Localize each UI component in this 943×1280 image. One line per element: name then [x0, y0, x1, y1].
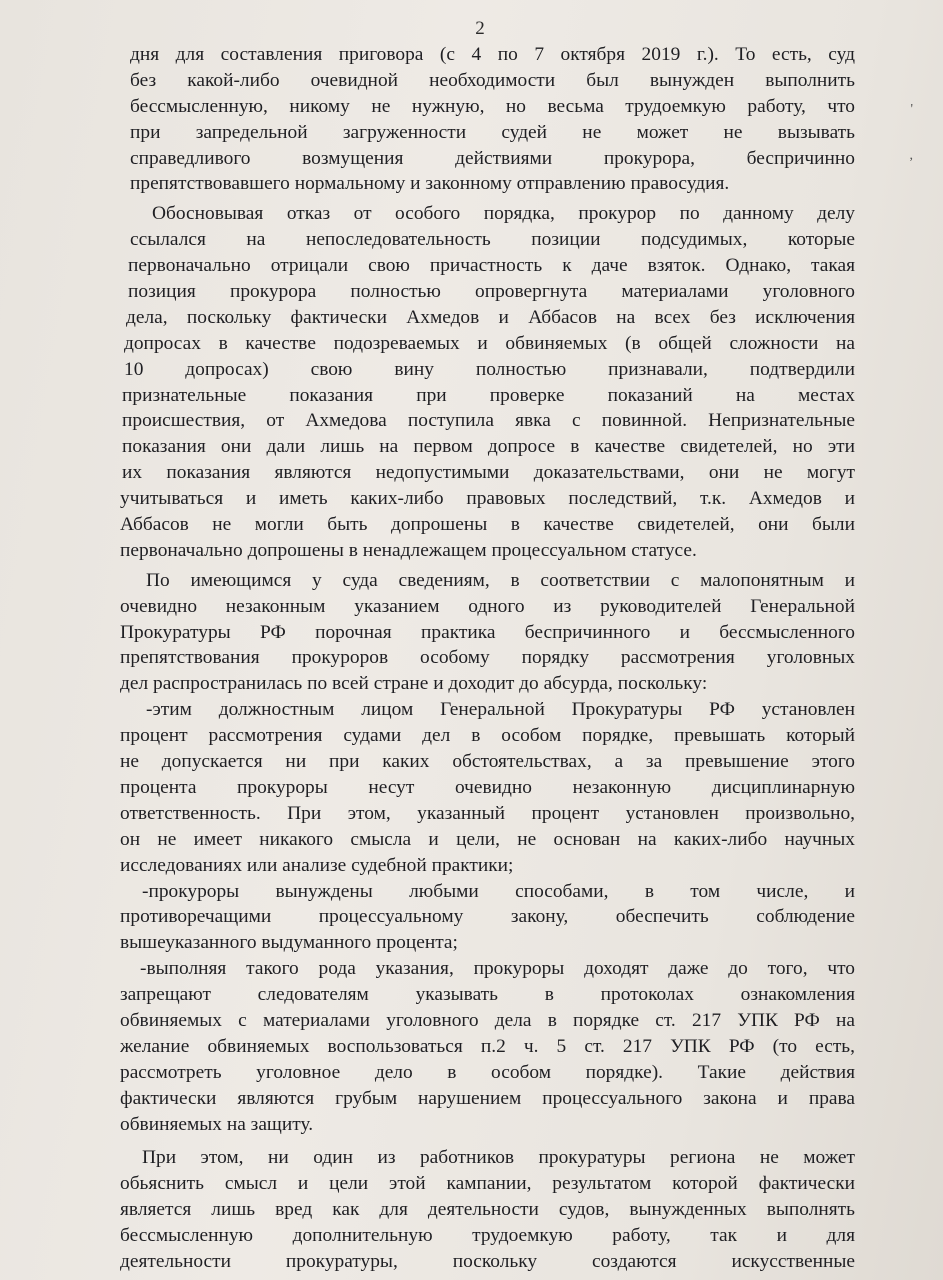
text-line: признательные показания при проверке показаний на местах: [122, 384, 855, 406]
text-line: дня для составления приговора (с 4 по 7 октября 2019 г.). То есть, суд: [130, 44, 855, 65]
text-line: не допускается ни при каких обстоятельствах, а за превышение этого: [120, 751, 855, 773]
text-line: препятствовавшего нормальному и законному отправлению правосудия.: [130, 173, 730, 195]
text-line: показания они дали лишь на первом допросе в качестве свидетелей, но эти: [122, 436, 855, 458]
text-line: первоначально допрошены в ненадлежащем процессуальном статусе.: [120, 539, 697, 561]
text-line: справедливого возмущения действиями прокурора, беспричинно: [130, 147, 855, 169]
text-line: учитываться и иметь каких-либо правовых последствий, т.к. Ахмедов и: [120, 488, 855, 510]
text-line: противоречащими процессуальному закону, обеспечить соблюдение: [120, 906, 855, 928]
text-line: дела, поскольку фактически Ахмедов и Аббасов на всех без исключения: [126, 306, 855, 328]
text-line: процент рассмотрения судами дел в особом порядке, превышать который: [120, 725, 855, 747]
text-line: деятельности прокуратуры, поскольку создаются искусственные: [120, 1250, 855, 1272]
text-line: Аббасов не могли быть допрошены в качестве свидетелей, они были: [120, 514, 855, 536]
text-line: ссылался на непоследовательность позиции подсудимых, которые: [130, 229, 855, 251]
text-line: дел распространилась по всей стране и доходит до абсурда, поскольку:: [120, 673, 708, 695]
text-line: ответственность. При этом, указанный процент установлен произвольно,: [120, 802, 855, 824]
text-line: фактически являются грубым нарушением процессуального закона и права: [120, 1087, 855, 1109]
text-line: процента прокуроры несут очевидно незаконную дисциплинарную: [120, 776, 855, 798]
document-body: [120, 42, 855, 1275]
text-line: запрещают следователям указывать в протоколах ознакомления: [120, 984, 855, 1006]
text-line: При этом, ни один из работников прокуратуры региона не может: [142, 1147, 855, 1169]
text-line: обьяснить смысл и цели этой кампании, результатом которой фактически: [120, 1173, 855, 1195]
text-line: 10 допросах) свою вину полностью признавали, подтвердили: [124, 358, 855, 380]
text-line: препятствования прокуроров особому порядку рассмотрения уголовных: [120, 647, 855, 669]
margin-mark: ,: [909, 148, 913, 163]
text-line: их показания являются недопустимыми доказательствами, они не могут: [122, 462, 855, 484]
text-line: позиция прокурора полностью опровергнута материалами уголовного: [128, 281, 855, 303]
text-line: вышеуказанного выдуманного процента;: [120, 932, 458, 954]
margin-mark: ': [910, 102, 913, 117]
text-line: обвиняемых на защиту.: [120, 1113, 314, 1135]
text-line: допросах в качестве подозреваемых и обвиняемых (в общей сложности на: [124, 332, 855, 354]
text-line: очевидно незаконным указанием одного из руководителей Генеральной: [120, 595, 855, 617]
text-line: без какой-либо очевидной необходимости был вынужден выполнить: [130, 69, 855, 91]
text-line: Прокуратуры РФ порочная практика беспричинного и бессмысленного: [120, 621, 855, 643]
text-line: при запредельной загруженности судей не может не вызывать: [130, 121, 855, 143]
text-line: первоначально отрицали свою причастность к даче взяток. Однако, такая: [128, 255, 855, 277]
text-line: желание обвиняемых воспользоваться п.2 ч. 5 ст. 217 УПК РФ (то есть,: [120, 1035, 855, 1057]
text-line: бессмысленную, никому не нужную, но весьма трудоемкую работу, что: [130, 95, 855, 117]
text-line: он не имеет никакого смысла и цели, не основан на каких-либо научных: [120, 828, 855, 850]
text-line: -этим должностным лицом Генеральной Прокуратуры РФ установлен: [146, 699, 855, 721]
text-line: По имеющимся у суда сведениям, в соответствии с малопонятным и: [146, 569, 855, 591]
page-number: 2: [475, 18, 485, 39]
text-line: является лишь вред как для деятельности судов, вынужденных выполнять: [120, 1199, 855, 1221]
text-line: обвиняемых с материалами уголовного дела в порядке ст. 217 УПК РФ на: [120, 1009, 855, 1031]
text-line: -прокуроры вынуждены любыми способами, в том числе, и: [142, 880, 855, 902]
text-line: рассмотреть уголовное дело в особом порядке). Такие действия: [120, 1061, 855, 1083]
text-line: бессмысленную дополнительную трудоемкую работу, так и для: [120, 1225, 855, 1247]
text-line: Обосновывая отказ от особого порядка, прокурор по данному делу: [152, 203, 855, 225]
text-line: -выполняя такого рода указания, прокуроры доходят даже до того, что: [140, 958, 855, 980]
text-line: исследованиях или анализе судебной практики;: [120, 854, 514, 876]
text-line: происшествия, от Ахмедова поступила явка с повинной. Непризнательные: [122, 410, 855, 432]
